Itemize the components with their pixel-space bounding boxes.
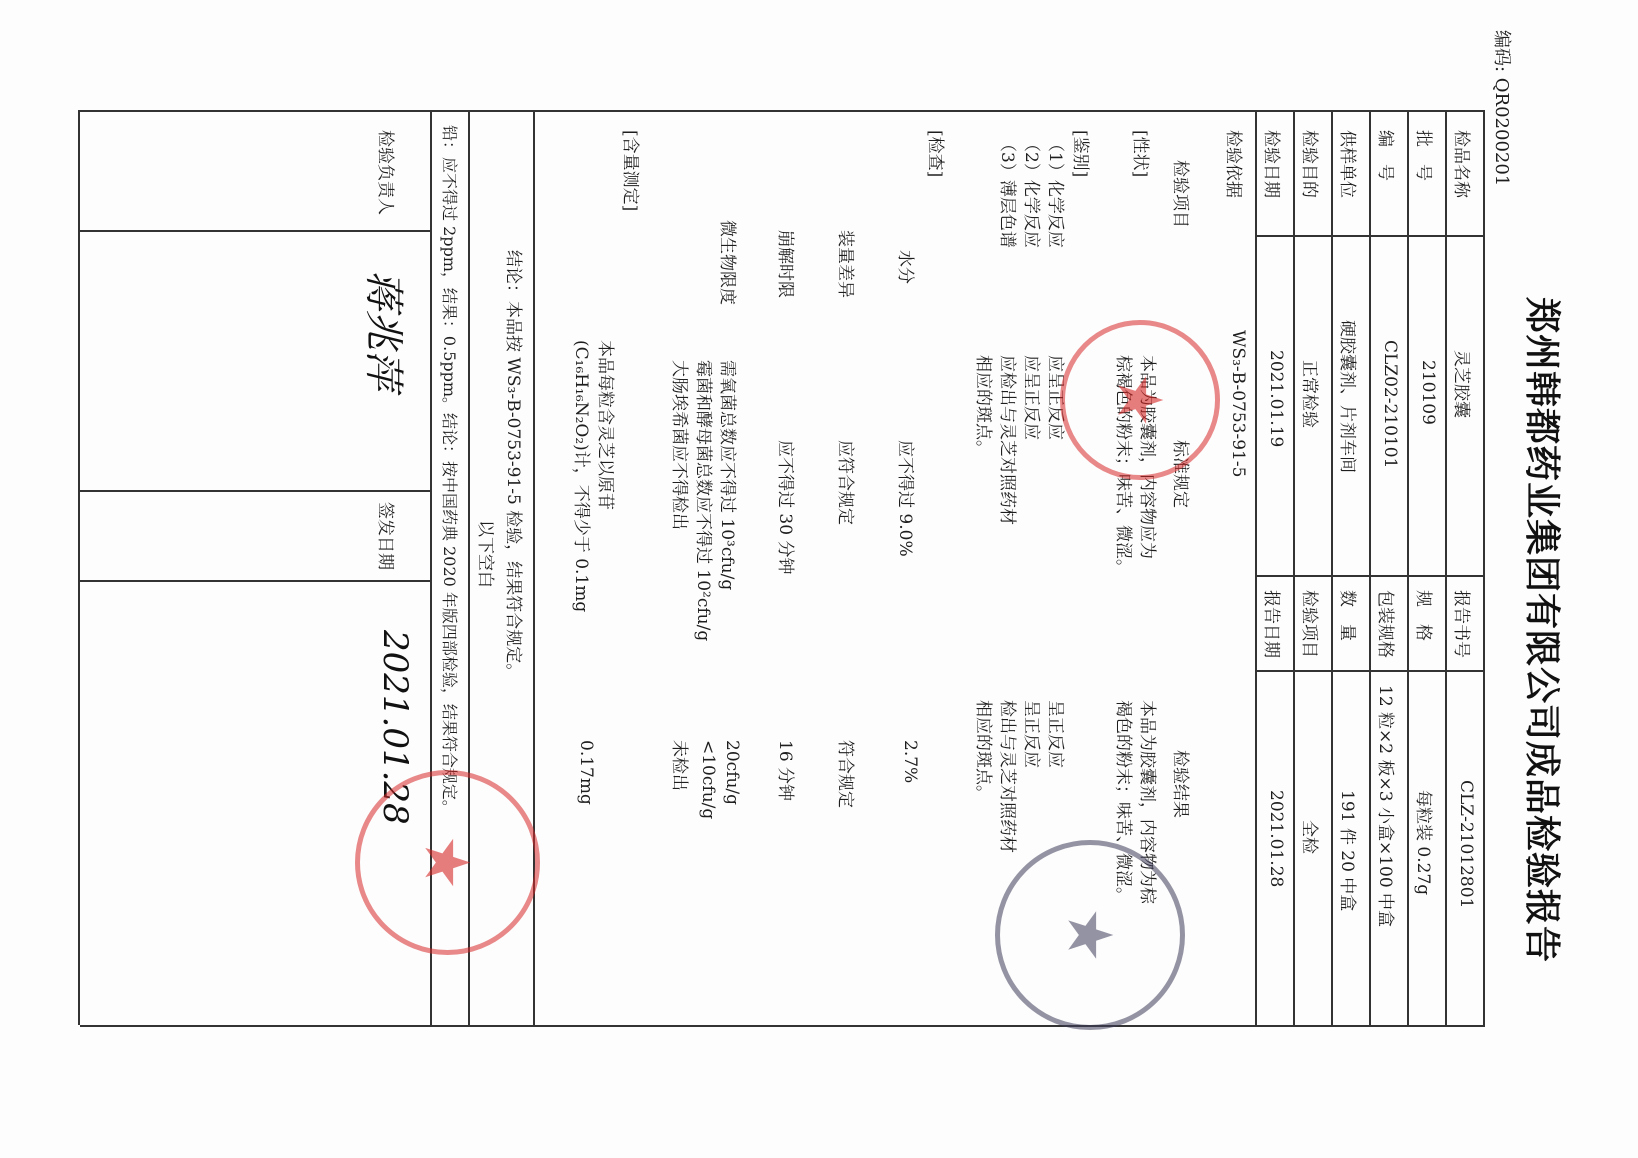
row-result: 检出与灵芝对照药材 <box>997 700 1017 853</box>
row-result: 呈正反应 <box>1021 700 1041 768</box>
row-result: 呈正反应 <box>1045 700 1065 768</box>
row-standard: 应符合规定 <box>835 440 855 525</box>
number-label: 编 号 <box>1375 130 1395 181</box>
star-icon: ★ <box>1103 372 1177 428</box>
purpose-label: 检验目的 <box>1299 130 1319 198</box>
star-icon: ★ <box>411 834 484 891</box>
report-no-value: CLZ-21012801 <box>1456 780 1476 909</box>
row-standard: 大肠埃希菌应不得检出 <box>669 360 689 530</box>
inspector-signature: 蒋兆萍 <box>360 270 406 390</box>
items-value: 全检 <box>1299 820 1319 854</box>
purpose-value: 正常检验 <box>1299 360 1319 428</box>
package-value: 12 粒×2 板×3 小盒×100 中盒 <box>1375 685 1395 928</box>
row-result: 2.7% <box>900 740 920 784</box>
date-label: 检验日期 <box>1261 130 1281 198</box>
product-name-value: 灵芝胶囊 <box>1451 350 1471 418</box>
date-value: 2021.01.19 <box>1266 350 1286 448</box>
row-standard: 应不得过 9.0% <box>895 440 915 557</box>
spec-value: 每粒装 0.27g <box>1413 790 1433 896</box>
report-document <box>80 20 1580 1130</box>
row-item: （1）化学反应 <box>1045 135 1065 248</box>
batch-label: 批 号 <box>1413 130 1433 181</box>
document-code: 编码: QR0200201 <box>1491 30 1512 187</box>
row-standard: 本品为胶囊剂，内容物应为 <box>1137 355 1157 559</box>
row-result: <10cfu/g <box>698 740 718 820</box>
row-standard: 应呈正反应 <box>1045 355 1065 440</box>
batch-value: 210109 <box>1418 360 1438 425</box>
row-standard: 应不得过 30 分钟 <box>775 440 795 575</box>
inspection-seal-stamp <box>995 840 1185 1030</box>
column-result-header: 检验结果 <box>1170 750 1190 818</box>
row-item: 水分 <box>895 250 915 284</box>
frame-top <box>1484 110 1486 1025</box>
row-standard: 本品每粒含灵芝以原苷 <box>595 340 615 510</box>
quantity-value: 191 件 20 中盒 <box>1337 790 1357 912</box>
section-identification: [鉴别] <box>1070 130 1090 178</box>
row-result: 未检出 <box>669 740 689 791</box>
row-item: 微生物限度 <box>717 220 737 305</box>
section-character: [性状] <box>1130 130 1150 178</box>
product-name-label: 检品名称 <box>1451 130 1471 198</box>
row-result: 20cfu/g <box>722 740 742 806</box>
quantity-label: 数 量 <box>1337 590 1357 641</box>
lead-note: 铅：应不得过 2ppm，结果：0.5ppm。结论：按中国药典 2020 年版四部检验，结果符合规定。 <box>440 125 459 816</box>
row-result: 本品为胶囊剂，内容物为棕 <box>1137 700 1157 904</box>
report-date-value: 2021.01.28 <box>1266 790 1286 888</box>
report-no-label: 报告书号 <box>1451 590 1471 658</box>
basis-label: 检验依据 <box>1223 130 1243 198</box>
spec-label: 规 格 <box>1413 590 1433 641</box>
issue-date-label: 签发日期 <box>375 502 395 570</box>
row-standard: 霉菌和酵母菌总数应不得过 10²cfu/g <box>693 360 713 642</box>
row-standard: 应呈正反应 <box>1021 355 1041 440</box>
frame-right <box>80 1025 1485 1027</box>
column-standard-header: 标准规定 <box>1170 440 1190 508</box>
package-label: 包装规格 <box>1375 590 1395 658</box>
supplier-value: 硬胶囊剂、片剂车间 <box>1337 320 1357 473</box>
row-item: （2）化学反应 <box>1021 135 1041 248</box>
row-result: 符合规定 <box>835 740 855 808</box>
frame-bottom <box>79 110 81 1025</box>
section-inspection: [检查] <box>925 130 945 178</box>
frame-left <box>80 110 1485 112</box>
row-result: 16 分钟 <box>775 740 795 802</box>
conclusion: 结论：本品按 WS₃-B-0753-91-5 检验，结果符合规定。 <box>503 250 523 681</box>
row-standard: 相应的斑点。 <box>973 355 993 457</box>
supplier-label: 供样单位 <box>1337 130 1357 198</box>
basis-value: WS₃-B-0753-91-5 <box>1228 330 1248 478</box>
issue-date-handwritten: 2021.01.28 <box>375 630 415 825</box>
qa-seal-stamp <box>1060 320 1220 480</box>
lab-seal-stamp <box>355 770 540 955</box>
items-label: 检验项目 <box>1299 590 1319 658</box>
row-standard: 应检出与灵芝对照药材 <box>997 355 1017 525</box>
number-value: CLZ02-210101 <box>1380 340 1400 469</box>
report-title: 郑州韩都药业集团有限公司成品检验报告 <box>1521 296 1562 963</box>
row-result: 褐色的粉末；味苦、微涩。 <box>1113 700 1133 904</box>
section-assay: [含量测定] <box>620 130 640 212</box>
row-result: 相应的斑点。 <box>973 700 993 802</box>
star-icon: ★ <box>1053 907 1127 963</box>
row-item: 装量差异 <box>835 230 855 298</box>
row-item: （3）薄层色谱 <box>997 135 1017 248</box>
report-date-label: 报告日期 <box>1261 590 1281 658</box>
row-standard: 需氧菌总数应不得过 10³cfu/g <box>717 360 737 591</box>
column-item-header: 检验项目 <box>1170 160 1190 228</box>
row-standard: 棕褐色的粉末；味苦、微涩。 <box>1113 355 1133 576</box>
inspector-label: 检验负责人 <box>375 130 395 215</box>
row-result: 0.17mg <box>576 740 596 805</box>
row-item: 崩解时限 <box>775 230 795 298</box>
blank-note: 以下空白 <box>475 520 495 588</box>
row-standard: (C₁₆H₁₆N₂O₂)计，不得少于 0.1mg <box>571 340 591 613</box>
